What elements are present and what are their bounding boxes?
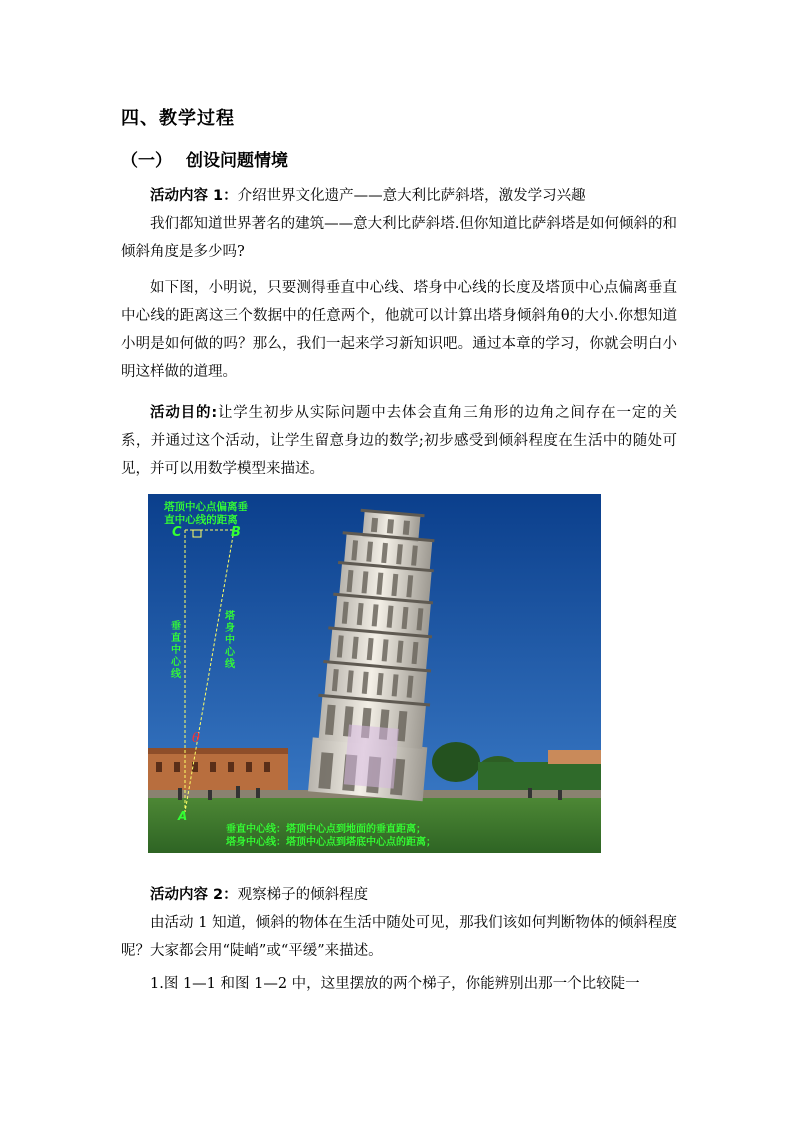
- point-a-label: A: [178, 809, 188, 823]
- activity2-line: [121, 881, 677, 909]
- subsection-title: [121, 146, 288, 171]
- section-title: 四、教学过程: [121, 108, 235, 129]
- activity2-label: 活动内容 2：: [150, 887, 238, 903]
- paragraph-2: 如下图，小明说，只要测得垂直中心线、塔身中心线的长度及塔顶中心点偏离垂直中心线的距离这三个数据中的任意两个，他就可以计算出塔身倾斜角θ的大小.你想知道小明是如何做的吗？那么，我们一起来学习新知识吧。通过本章的学习，你就会明白小明这样做的道理。: [121, 280, 677, 380]
- pisa-tower-figure: [148, 494, 601, 853]
- point-b-label: B: [231, 525, 241, 540]
- paragraph-4: 1.图 1—1 和图 1—2 中，这里摆放的两个梯子，你能辨别出那一个比较陡一: [150, 976, 640, 992]
- subsection-number: （一）: [121, 151, 172, 171]
- figure-caption-2: 塔身中心线：塔顶中心点到塔底中心点的距离；: [226, 837, 436, 848]
- top-label-line1: 塔顶中心点偏离垂: [164, 501, 248, 513]
- goal-label: 活动目的:: [150, 405, 218, 421]
- activity2-text: 观察梯子的倾斜程度: [237, 887, 369, 903]
- top-label-line2: 直中心线的距离: [164, 514, 238, 526]
- subsection-text: 创设问题情境: [186, 151, 288, 171]
- activity1-text: 介绍世界文化遗产——意大利比萨斜塔，激发学习兴趣: [237, 188, 586, 204]
- goal-text: 让学生初步从实际问题中去体会直角三角形的边角之间存在一定的关系，并通过这个活动，让学生留意身边的数学;初步感受到倾斜程度在生活中的随处可见，并可以用数学模型来描述。: [121, 405, 677, 477]
- angle-theta-label: θ: [192, 731, 200, 746]
- figure-caption-1: 垂直中心线：塔顶中心点到地面的垂直距离；: [226, 824, 426, 835]
- paragraph-1: 我们都知道世界著名的建筑——意大利比萨斜塔.但你知道比萨斜塔是如何倾斜的和倾斜角度是多少吗?: [121, 216, 677, 260]
- point-c-label: C: [172, 525, 182, 540]
- paragraph-3: 由活动 1 知道，倾斜的物体在生活中随处可见，那我们该如何判断物体的倾斜程度呢？大家都会用“陡峭”或“平缓”来描述。: [121, 915, 677, 959]
- activity1-label: 活动内容 1：: [150, 188, 238, 204]
- activity-goal: [121, 399, 677, 483]
- pisa-tower-illustration: [148, 494, 601, 853]
- tower-centerline-label: 塔身中心线: [222, 610, 234, 670]
- vertical-centerline-label: 垂直中心线: [168, 620, 180, 680]
- activity1-line: [121, 182, 677, 210]
